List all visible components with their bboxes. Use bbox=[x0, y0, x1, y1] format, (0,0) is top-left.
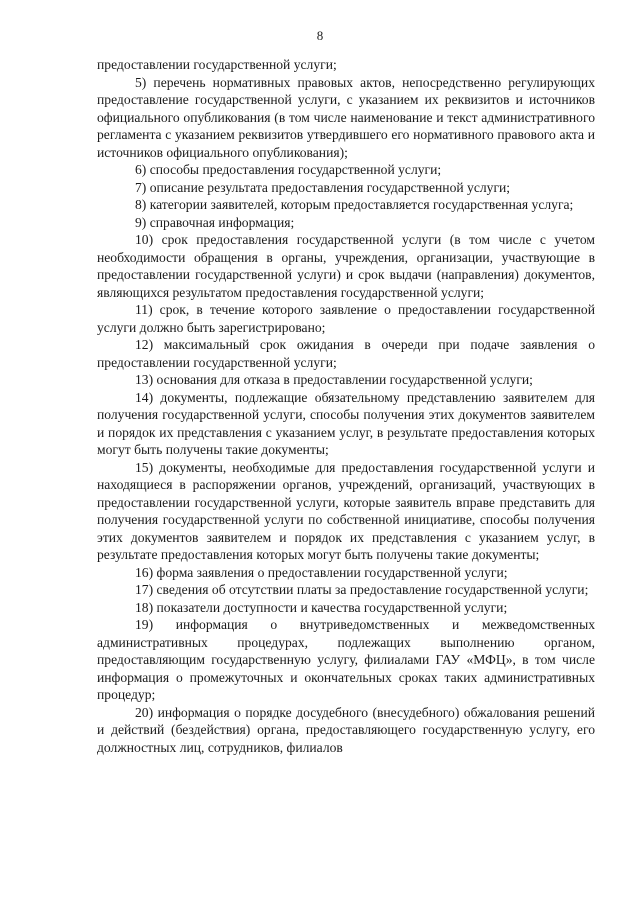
page-number: 8 bbox=[316, 28, 324, 43]
list-item-9: 9) справочная информация; bbox=[135, 214, 295, 230]
document-body bbox=[97, 56, 595, 756]
list-item-14: 14) документы, подлежащие обязательному представлению заявителем для получения государственной услуги, способы получения этих документов заявителем и порядок их представления с указанием услуг, в результате предоставления которых могут быть получены такие документы; bbox=[97, 389, 595, 457]
list-item-16: 16) форма заявления о предоставлении государственной услуги; bbox=[135, 564, 508, 580]
list-item-7: 7) описание результата предоставления государственной услуги; bbox=[135, 179, 511, 195]
list-item-19: 19) информация о внутриведомственных и межведомственных административных процедурах, подлежащих выполнению органом, предоставляющим государственную услугу, филиалами ГАУ «МФЦ», в том числе информация о промежуточных и окончательных сроках таких административных процедур; bbox=[97, 617, 595, 702]
list-item-12: 12) максимальный срок ожидания в очереди при подаче заявления о предоставлении государственной услуги; bbox=[97, 337, 595, 370]
list-item-17: 17) сведения об отсутствии платы за предоставление государственной услуги; bbox=[135, 582, 589, 597]
list-item-8: 8) категории заявителей, которым предоставляется государственная услуга; bbox=[135, 197, 574, 212]
list-item-10: 10) срок предоставления государственной услуги (в том числе с учетом необходимости обращения в органы, учреждения, организации, участвующие в предоставлении государственной услуги) и срок выдачи (направления) документов, являющихся результатом предоставления государственной услуги; bbox=[97, 232, 595, 300]
list-item-5: 5) перечень нормативных правовых актов, непосредственно регулирующих предоставление государственной услуги, с указанием их реквизитов и источников официального опубликования (в том числе наименование и текст административного регламента с указанием реквизитов утвердившего его нормативного правового акта и источников официального опубликования); bbox=[97, 74, 595, 160]
list-item-20: 20) информация о порядке досудебного (внесудебного) обжалования решений и действий (бездействия) органа, предоставляющего государственную услугу, его должностных лиц, сотрудников, филиалов bbox=[97, 704, 595, 755]
list-item-13: 13) основания для отказа в предоставлении государственной услуги; bbox=[135, 372, 533, 387]
list-item-18: 18) показатели доступности и качества государственной услуги; bbox=[135, 599, 508, 615]
paragraph-continuation: предоставлении государственной услуги; bbox=[97, 57, 337, 72]
list-item-15: 15) документы, необходимые для предоставления государственной услуги и находящиеся в распоряжении органов, учреждений, организаций, участвующих в предоставлении государственной услуги, которые заявитель вправе представить для получения государственной услуги по собственной инициативе, способы получения этих документов заявителем и порядок их представления с указанием услуг, в результате предоставления которых могут быть получены такие документы; bbox=[97, 459, 595, 562]
list-item-11: 11) срок, в течение которого заявление о предоставлении государственной услуги должно быть зарегистрировано; bbox=[97, 302, 595, 335]
list-item-6: 6) способы предоставления государственной услуги; bbox=[135, 162, 442, 177]
